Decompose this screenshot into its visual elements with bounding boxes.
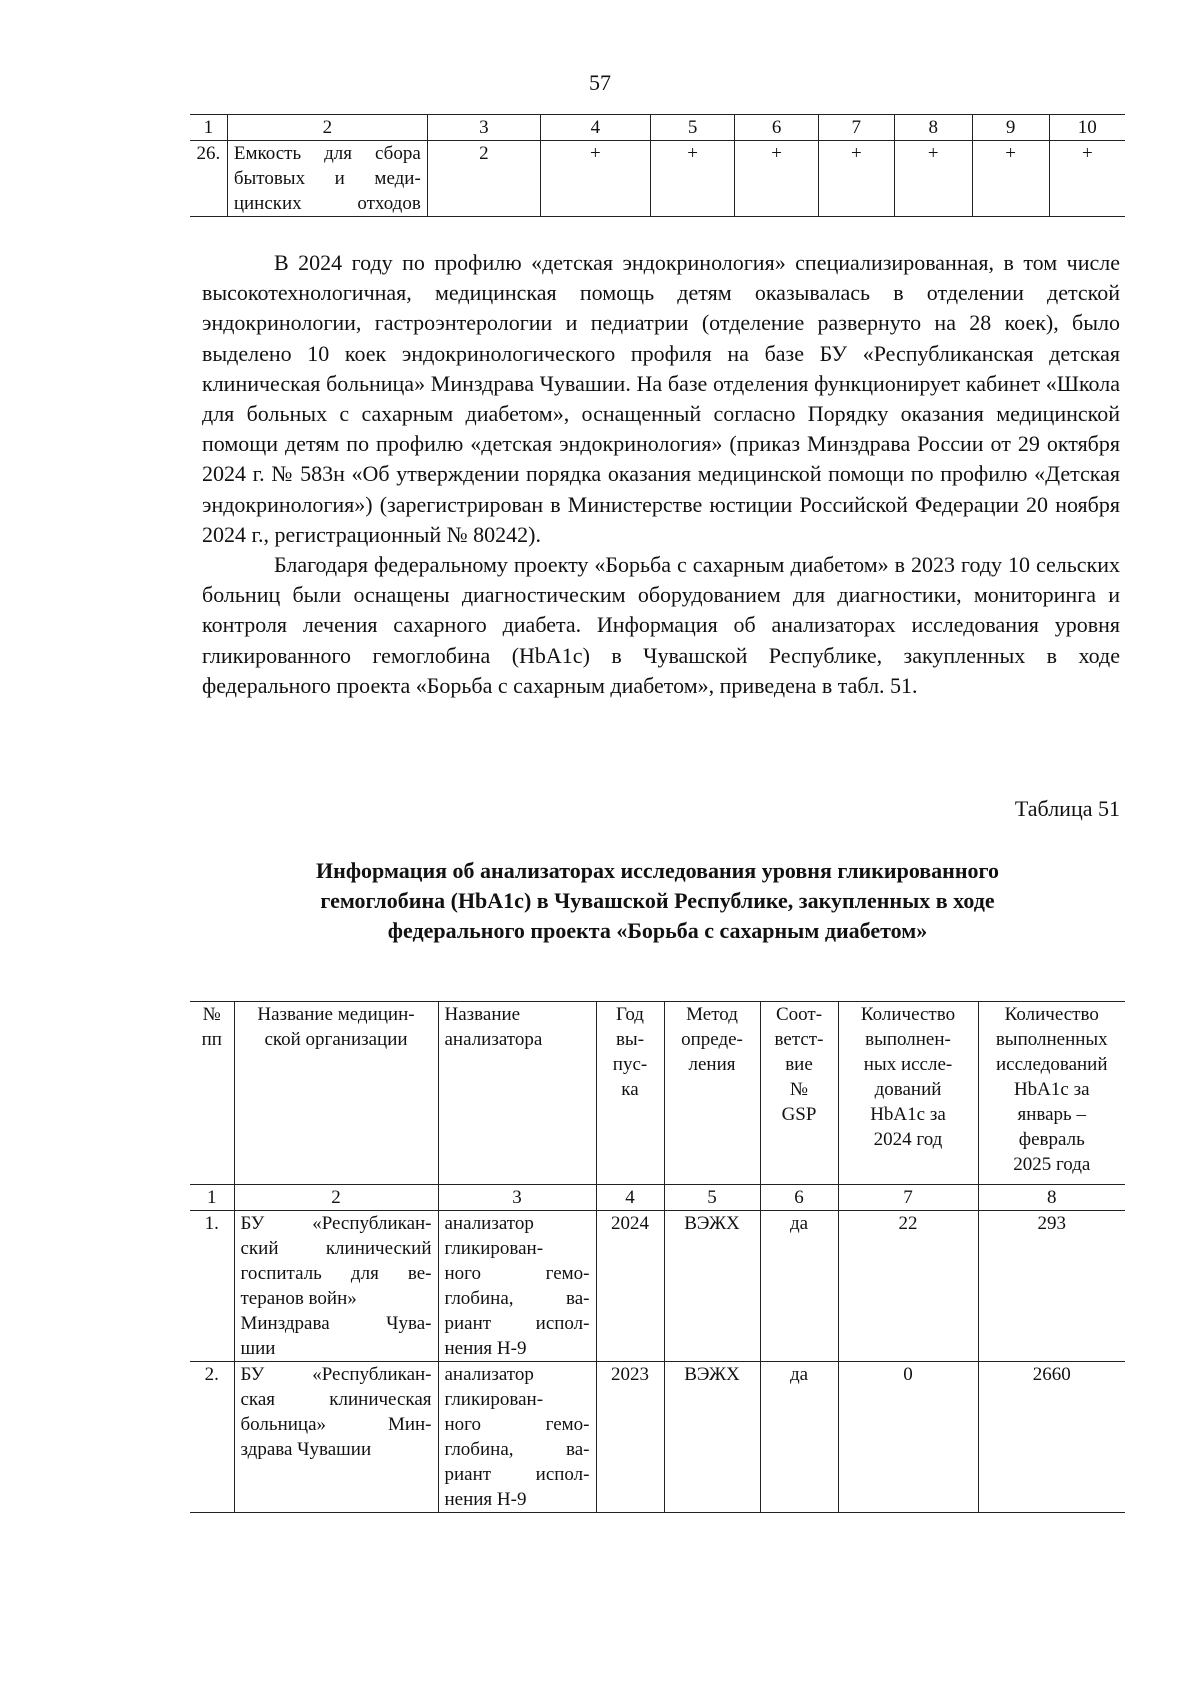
method-cell: ВЭЖХ (664, 1362, 760, 1513)
header-line: 2024 год (873, 1129, 943, 1150)
presence-mark: + (894, 141, 972, 217)
column-number: 8 (894, 115, 972, 141)
column-number: 3 (438, 1185, 596, 1211)
header-line: Количество (1004, 1004, 1099, 1025)
organization-line: теранов войн» (240, 1288, 357, 1309)
analyzers-table (190, 1001, 1125, 1513)
header-line: пус- (612, 1054, 648, 1075)
column-number: 3 (427, 115, 540, 141)
column-number: 6 (735, 115, 819, 141)
count-2025-cell: 2660 (978, 1362, 1125, 1513)
presence-mark: + (1049, 141, 1125, 217)
header-line: № (202, 1004, 221, 1025)
analyzer-line: гликирован- (444, 1389, 544, 1410)
header-cell-organization (234, 1002, 438, 1185)
row-number: 1. (190, 1211, 234, 1362)
organization-line: БУ «Республикан- (240, 1364, 432, 1385)
table-header-row (190, 1002, 1125, 1185)
header-line: № (789, 1079, 809, 1100)
item-name-line: Емкость для сбора (233, 143, 421, 164)
header-line: ской организации (264, 1029, 408, 1050)
table-title-line: гемоглобина (HbA1c) в Чувашской Республике, закупленных в ходе (320, 888, 995, 913)
column-number: 2 (227, 115, 427, 141)
column-number: 9 (972, 115, 1049, 141)
column-number: 5 (664, 1185, 760, 1211)
header-cell-analyzer (438, 1002, 596, 1185)
header-line: ления (688, 1054, 736, 1075)
column-number: 1 (190, 1185, 234, 1211)
analyzer-cell (438, 1362, 596, 1513)
column-number: 4 (540, 115, 650, 141)
table-row (190, 1362, 1125, 1513)
analyzer-line: глобина, ва- (444, 1288, 590, 1309)
column-number: 8 (978, 1185, 1125, 1211)
header-line: исследований (995, 1054, 1108, 1075)
header-line: ветст- (774, 1029, 824, 1050)
analyzer-line: анализатор (444, 1364, 534, 1385)
header-line: HbA1c за (870, 1104, 946, 1125)
header-line: февраль (1018, 1129, 1085, 1150)
organization-line: ский клинический (240, 1238, 432, 1259)
header-line: анализатора (444, 1029, 543, 1050)
organization-line: ская клиническая (240, 1389, 432, 1410)
analyzer-line: анализатор (444, 1213, 534, 1234)
count-2024-cell: 0 (838, 1362, 978, 1513)
analyzer-line: ного гемо- (444, 1414, 590, 1435)
column-number: 2 (234, 1185, 438, 1211)
analyzer-line: нения Н-9 (444, 1489, 527, 1510)
method-cell: ВЭЖХ (664, 1211, 760, 1362)
item-name-line: бытовых и меди- (233, 168, 421, 189)
header-line: Название (444, 1004, 521, 1025)
organization-line: Минздрава Чува- (240, 1313, 432, 1334)
analyzer-line: нения Н-9 (444, 1338, 527, 1359)
table-title-line: федерального проекта «Борьба с сахарным диабетом» (387, 918, 928, 943)
header-line: Соот- (775, 1004, 823, 1025)
organization-cell (234, 1211, 438, 1362)
year-cell: 2023 (596, 1362, 664, 1513)
header-cell-count-2024 (838, 1002, 978, 1185)
column-number: 4 (596, 1185, 664, 1211)
paragraph: В 2024 году по профилю «детская эндокринология» специализированная, в том числе высокотехнологичная, медицинская помощь детям оказывалась в отделении детской эндокринологии, гастроэнтерологии и педиатрии (отделение развернуто на 28 коек), было выделено 10 коек эндокринологического профиля на базе БУ «Республиканская детская клиническая больница» Минздрава Чувашии. На базе отделения функционирует кабинет «Школа для больных с сахарным диабетом», оснащенный согласно Порядку оказания медицинской помощи детям по профилю «детская эндокринология» (приказ Минздрава России от 29 октября 2024 г. № 583н «Об утверждении порядка оказания медицинской помощи по профилю «Детская эндокринология») (зарегистрирован в Министерстве юстиции Российской Федерации 20 ноября 2024 г., регистрационный № 80242). (202, 250, 1120, 547)
presence-mark: + (735, 141, 819, 217)
header-line: пп (201, 1029, 222, 1050)
gsp-cell: да (760, 1211, 838, 1362)
organization-line: шии (240, 1338, 276, 1359)
analyzer-line: ного гемо- (444, 1263, 590, 1284)
header-line: дований (874, 1079, 942, 1100)
table-title-line: Информация об анализаторах исследования уровня гликированного (316, 858, 999, 883)
header-line: выполнен- (865, 1029, 951, 1050)
count-2025-cell: 293 (978, 1211, 1125, 1362)
header-line: опреде- (681, 1029, 743, 1050)
column-number: 7 (818, 115, 894, 141)
table-header-row (190, 115, 1125, 141)
header-line: ных иссле- (863, 1054, 953, 1075)
presence-mark: + (650, 141, 735, 217)
header-line: ка (621, 1079, 639, 1100)
column-number: 10 (1049, 115, 1125, 141)
body-text (202, 248, 1120, 701)
organization-line: больница» Мин- (240, 1414, 432, 1435)
header-line: 2025 года (1013, 1154, 1091, 1175)
header-line: HbA1c за (1013, 1079, 1090, 1100)
item-name-line: цинских отходов (233, 193, 421, 214)
header-cell-method (664, 1002, 760, 1185)
header-line: январь – (1017, 1104, 1086, 1125)
header-line: выполненных (995, 1029, 1108, 1050)
row-number: 26. (196, 143, 221, 164)
presence-mark: + (540, 141, 650, 217)
table-row (190, 141, 1125, 217)
organization-cell (234, 1362, 438, 1513)
column-number: 5 (650, 115, 735, 141)
organization-line: госпиталь для ве- (240, 1263, 432, 1284)
column-number: 1 (190, 115, 227, 141)
column-number: 7 (838, 1185, 978, 1211)
presence-mark: + (818, 141, 894, 217)
organization-line: БУ «Республикан- (240, 1213, 432, 1234)
header-line: вы- (615, 1029, 645, 1050)
header-line: Метод (686, 1004, 738, 1025)
organization-line: здрава Чувашии (240, 1439, 372, 1460)
page-number: 57 (589, 70, 611, 95)
header-cell-count-2025 (978, 1002, 1125, 1185)
table-row (190, 1211, 1125, 1362)
header-cell-gsp (760, 1002, 838, 1185)
gsp-cell: да (760, 1362, 838, 1513)
header-line: Год (616, 1004, 644, 1025)
item-name (227, 141, 427, 217)
analyzer-cell (438, 1211, 596, 1362)
column-number: 6 (760, 1185, 838, 1211)
header-cell-year (596, 1002, 664, 1185)
year-cell: 2024 (596, 1211, 664, 1362)
paragraph: Благодаря федеральному проекту «Борьба с сахарным диабетом» в 2023 году 10 сельских больниц были оснащены диагностическим оборудованием для диагностики, мониторинга и контроля лечения сахарного диабета. Информация об анализаторах исследования уровня гликированного гемоглобина (HbA1c) в Чувашской Республике, закупленных в ходе федерального проекта «Борьба с сахарным диабетом», приведена в табл. 51. (202, 552, 1120, 698)
analyzer-line: глобина, ва- (444, 1439, 590, 1460)
table-title (190, 856, 1125, 946)
equipment-table (190, 114, 1125, 217)
table-label: Таблица 51 (1014, 796, 1120, 821)
item-quantity: 2 (427, 141, 540, 217)
header-line: Название медицин- (257, 1004, 415, 1025)
presence-mark: + (972, 141, 1049, 217)
analyzer-line: риант испол- (444, 1313, 590, 1334)
column-numbers-row (190, 1185, 1125, 1211)
row-number: 2. (204, 1364, 219, 1385)
header-line: вие (785, 1054, 813, 1075)
header-cell-number (190, 1002, 234, 1185)
count-2024-cell: 22 (838, 1211, 978, 1362)
header-line: Количество (860, 1004, 956, 1025)
header-line: GSP (781, 1104, 817, 1125)
analyzer-line: гликирован- (444, 1238, 544, 1259)
analyzer-line: риант испол- (444, 1464, 590, 1485)
